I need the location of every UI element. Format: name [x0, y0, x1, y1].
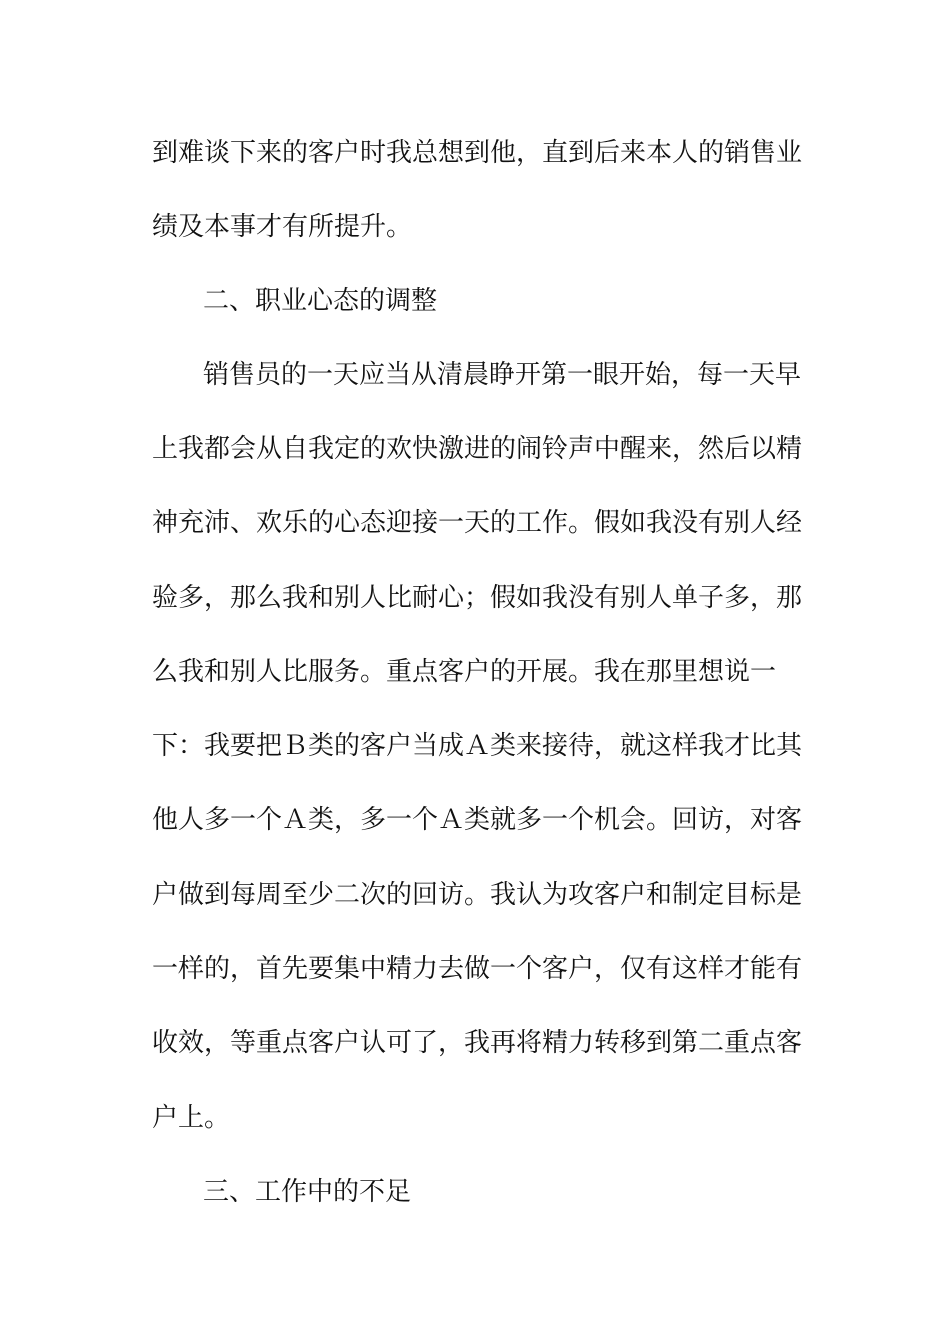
text-line: 一样的，首先要集中精力去做一个客户，仅有这样才能有: [152, 954, 803, 984]
text-line: 么我和别人比服务。重点客户的开展。我在那里想说一: [152, 657, 777, 687]
section-heading: 二、职业心态的调整: [203, 286, 438, 316]
text-line: 验多，那么我和别人比耐心；假如我没有别人单子多，那: [152, 583, 803, 613]
text-line: 上我都会从自我定的欢快激进的闹铃声中醒来，然后以精: [152, 434, 803, 464]
text-line: 到难谈下来的客户时我总想到他，直到后来本人的销售业: [152, 138, 803, 168]
text-line: 下：我要把Ｂ类的客户当成Ａ类来接待，就这样我才比其: [152, 731, 803, 761]
text-line: 户做到每周至少二次的回访。我认为攻客户和制定目标是: [152, 880, 803, 910]
text-line: 绩及本事才有所提升。: [152, 212, 413, 242]
text-line: 收效，等重点客户认可了，我再将精力转移到第二重点客: [152, 1028, 803, 1058]
text-line: 销售员的一天应当从清晨睁开第一眼开始，每一天早: [203, 360, 802, 390]
text-line: 神充沛、欢乐的心态迎接一天的工作。假如我没有别人经: [152, 508, 803, 538]
text-line: 户上。: [152, 1103, 231, 1133]
text-line: 他人多一个Ａ类，多一个Ａ类就多一个机会。回访，对客: [152, 805, 803, 835]
section-heading: 三、工作中的不足: [203, 1177, 412, 1207]
